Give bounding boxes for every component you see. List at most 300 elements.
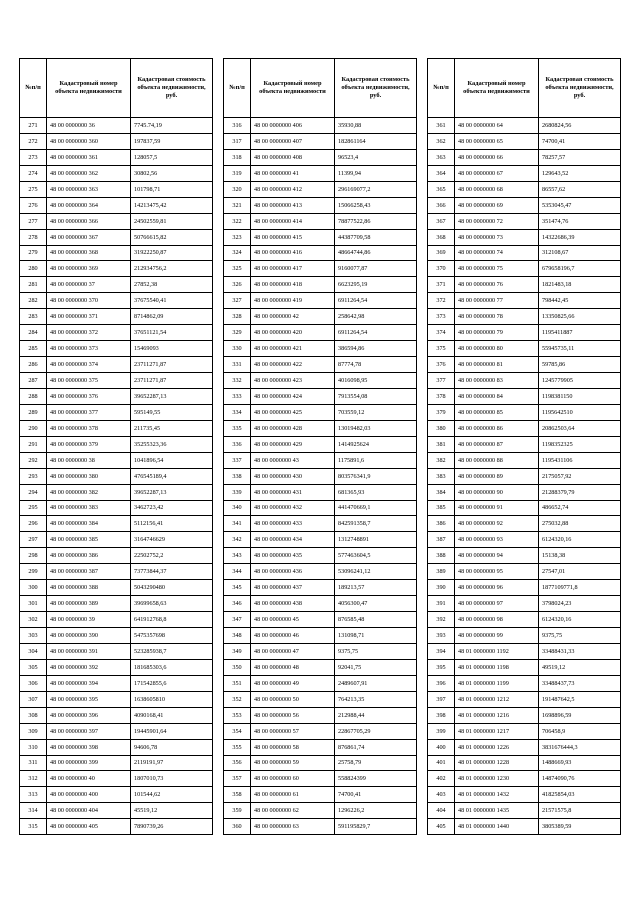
cadastral-value: 641912768,8 bbox=[131, 612, 213, 628]
row-number: 359 bbox=[224, 803, 251, 819]
table-row bbox=[20, 373, 213, 389]
table-row bbox=[20, 548, 213, 564]
cadastral-value: 441470669,1 bbox=[335, 500, 417, 516]
cadastral-number: 48 00 0000000 379 bbox=[47, 436, 131, 452]
header-cadastral-value: Кадастровая стоимость объекта недвижимости, руб. bbox=[539, 59, 621, 118]
row-number: 402 bbox=[428, 771, 455, 787]
row-number: 319 bbox=[224, 165, 251, 181]
table-row bbox=[20, 787, 213, 803]
table-row bbox=[20, 516, 213, 532]
row-number: 286 bbox=[20, 357, 47, 373]
row-number: 322 bbox=[224, 213, 251, 229]
row-number: 330 bbox=[224, 341, 251, 357]
table-row bbox=[224, 819, 417, 835]
cadastral-value: 15469093 bbox=[131, 341, 213, 357]
cadastral-number: 48 00 0000000 416 bbox=[251, 245, 335, 261]
row-number: 354 bbox=[224, 723, 251, 739]
row-number: 279 bbox=[20, 245, 47, 261]
cadastral-number: 48 00 0000000 371 bbox=[47, 309, 131, 325]
row-number: 341 bbox=[224, 516, 251, 532]
cadastral-value: 681365,93 bbox=[335, 484, 417, 500]
cadastral-number: 48 00 0000000 395 bbox=[47, 691, 131, 707]
cadastral-number: 48 00 0000000 417 bbox=[251, 261, 335, 277]
cadastral-number: 48 00 0000000 376 bbox=[47, 388, 131, 404]
cadastral-value: 703559,12 bbox=[335, 404, 417, 420]
table-row bbox=[224, 516, 417, 532]
table-row bbox=[428, 484, 621, 500]
cadastral-value: 3831676444,3 bbox=[539, 739, 621, 755]
row-number: 356 bbox=[224, 755, 251, 771]
cadastral-value: 1198352325 bbox=[539, 436, 621, 452]
table-row bbox=[224, 500, 417, 516]
table-row bbox=[20, 819, 213, 835]
cadastral-value: 6911264,54 bbox=[335, 293, 417, 309]
table-row bbox=[224, 787, 417, 803]
row-number: 317 bbox=[224, 133, 251, 149]
table-row bbox=[428, 181, 621, 197]
cadastral-number: 48 00 0000000 77 bbox=[455, 293, 539, 309]
cadastral-value: 4056300,47 bbox=[335, 596, 417, 612]
table-row bbox=[428, 404, 621, 420]
cadastral-value: 1195642510 bbox=[539, 404, 621, 420]
table-row bbox=[224, 357, 417, 373]
cadastral-number: 48 00 0000000 92 bbox=[455, 516, 539, 532]
cadastral-value: 1698896,59 bbox=[539, 707, 621, 723]
cadastral-number: 48 00 0000000 40 bbox=[47, 771, 131, 787]
cadastral-value: 37675540,41 bbox=[131, 293, 213, 309]
cadastral-number: 48 01 0000000 1199 bbox=[455, 675, 539, 691]
cadastral-number: 48 00 0000000 36 bbox=[47, 118, 131, 134]
table-row bbox=[224, 755, 417, 771]
cadastral-number: 48 00 0000000 429 bbox=[251, 436, 335, 452]
table-row bbox=[428, 659, 621, 675]
row-number: 398 bbox=[428, 707, 455, 723]
cadastral-number: 48 00 0000000 79 bbox=[455, 325, 539, 341]
row-number: 290 bbox=[20, 420, 47, 436]
row-number: 373 bbox=[428, 309, 455, 325]
cadastral-number: 48 00 0000000 83 bbox=[455, 373, 539, 389]
row-number: 308 bbox=[20, 707, 47, 723]
cadastral-number: 48 00 0000000 430 bbox=[251, 468, 335, 484]
table-row bbox=[224, 245, 417, 261]
cadastral-value: 37651121,54 bbox=[131, 325, 213, 341]
cadastral-number: 48 00 0000000 434 bbox=[251, 532, 335, 548]
cadastral-number: 48 00 0000000 88 bbox=[455, 452, 539, 468]
table-row bbox=[428, 787, 621, 803]
cadastral-number: 48 00 0000000 87 bbox=[455, 436, 539, 452]
cadastral-value: 22867705,29 bbox=[335, 723, 417, 739]
table-row bbox=[20, 755, 213, 771]
table-row bbox=[428, 771, 621, 787]
row-number: 304 bbox=[20, 643, 47, 659]
cadastral-number: 48 00 0000000 383 bbox=[47, 500, 131, 516]
row-number: 310 bbox=[20, 739, 47, 755]
cadastral-value: 2175057,92 bbox=[539, 468, 621, 484]
cadastral-value: 25758,79 bbox=[335, 755, 417, 771]
row-number: 297 bbox=[20, 532, 47, 548]
cadastral-value: 31922250,87 bbox=[131, 245, 213, 261]
row-number: 370 bbox=[428, 261, 455, 277]
row-number: 300 bbox=[20, 580, 47, 596]
row-number: 352 bbox=[224, 691, 251, 707]
table-row bbox=[224, 181, 417, 197]
cadastral-number: 48 00 0000000 46 bbox=[251, 628, 335, 644]
cadastral-number: 48 00 0000000 81 bbox=[455, 357, 539, 373]
cadastral-number: 48 00 0000000 419 bbox=[251, 293, 335, 309]
table-row bbox=[224, 436, 417, 452]
cadastral-value: 3164746629 bbox=[131, 532, 213, 548]
cadastral-number: 48 00 0000000 418 bbox=[251, 277, 335, 293]
cadastral-value: 1807010,73 bbox=[131, 771, 213, 787]
cadastral-value: 24502559,81 bbox=[131, 213, 213, 229]
cadastral-value: 1821483,18 bbox=[539, 277, 621, 293]
row-number: 294 bbox=[20, 484, 47, 500]
table-row bbox=[224, 373, 417, 389]
cadastral-value: 211735,45 bbox=[131, 420, 213, 436]
table-row bbox=[428, 468, 621, 484]
cadastral-value: 296169077,2 bbox=[335, 181, 417, 197]
table-row bbox=[20, 723, 213, 739]
cadastral-value: 30802,56 bbox=[131, 165, 213, 181]
cadastral-number: 48 00 0000000 367 bbox=[47, 229, 131, 245]
row-number: 395 bbox=[428, 659, 455, 675]
row-number: 343 bbox=[224, 548, 251, 564]
table-row bbox=[20, 277, 213, 293]
table-row bbox=[224, 739, 417, 755]
row-number: 401 bbox=[428, 755, 455, 771]
cadastral-number: 48 00 0000000 392 bbox=[47, 659, 131, 675]
row-number: 280 bbox=[20, 261, 47, 277]
row-number: 296 bbox=[20, 516, 47, 532]
row-number: 331 bbox=[224, 357, 251, 373]
row-number: 292 bbox=[20, 452, 47, 468]
row-number: 309 bbox=[20, 723, 47, 739]
cadastral-number: 48 00 0000000 60 bbox=[251, 771, 335, 787]
row-number: 323 bbox=[224, 229, 251, 245]
row-number: 397 bbox=[428, 691, 455, 707]
cadastral-value: 21288379,79 bbox=[539, 484, 621, 500]
table-row bbox=[224, 723, 417, 739]
row-number: 299 bbox=[20, 564, 47, 580]
table-row bbox=[224, 404, 417, 420]
table-row bbox=[428, 580, 621, 596]
cadastral-value: 558824399 bbox=[335, 771, 417, 787]
cadastral-number: 48 00 0000000 59 bbox=[251, 755, 335, 771]
cadastral-value: 23711271,87 bbox=[131, 373, 213, 389]
table-row bbox=[20, 245, 213, 261]
cadastral-value: 876861,74 bbox=[335, 739, 417, 755]
row-number: 307 bbox=[20, 691, 47, 707]
cadastral-value: 1488669,93 bbox=[539, 755, 621, 771]
row-number: 384 bbox=[428, 484, 455, 500]
cadastral-value: 181685303,6 bbox=[131, 659, 213, 675]
cadastral-value: 21571575,8 bbox=[539, 803, 621, 819]
cadastral-number: 48 01 0000000 1226 bbox=[455, 739, 539, 755]
table-row bbox=[20, 165, 213, 181]
table-row bbox=[428, 133, 621, 149]
cadastral-number: 48 00 0000000 389 bbox=[47, 596, 131, 612]
row-number: 289 bbox=[20, 404, 47, 420]
cadastral-value: 476545189,4 bbox=[131, 468, 213, 484]
cadastral-value: 679658196,7 bbox=[539, 261, 621, 277]
table-row bbox=[20, 532, 213, 548]
row-number: 374 bbox=[428, 325, 455, 341]
cadastral-value: 39652287,13 bbox=[131, 484, 213, 500]
cadastral-value: 1638605810 bbox=[131, 691, 213, 707]
cadastral-value: 27852,38 bbox=[131, 277, 213, 293]
row-number: 315 bbox=[20, 819, 47, 835]
table-row bbox=[20, 404, 213, 420]
cadastral-number: 48 00 0000000 47 bbox=[251, 643, 335, 659]
cadastral-number: 48 00 0000000 420 bbox=[251, 325, 335, 341]
cadastral-number: 48 00 0000000 405 bbox=[47, 819, 131, 835]
row-number: 291 bbox=[20, 436, 47, 452]
table-row bbox=[428, 388, 621, 404]
table-row bbox=[428, 675, 621, 691]
cadastral-table-2 bbox=[223, 58, 417, 835]
cadastral-number: 48 00 0000000 39 bbox=[47, 612, 131, 628]
cadastral-value: 19445901,64 bbox=[131, 723, 213, 739]
cadastral-number: 48 00 0000000 69 bbox=[455, 197, 539, 213]
cadastral-number: 48 00 0000000 421 bbox=[251, 341, 335, 357]
cadastral-value: 212988,44 bbox=[335, 707, 417, 723]
table-row bbox=[428, 213, 621, 229]
table-row bbox=[20, 452, 213, 468]
table-row bbox=[428, 229, 621, 245]
table-row bbox=[428, 325, 621, 341]
cadastral-value: 182861164 bbox=[335, 133, 417, 149]
table-row bbox=[224, 771, 417, 787]
table-row bbox=[428, 149, 621, 165]
cadastral-value: 49519,12 bbox=[539, 659, 621, 675]
cadastral-value: 73773844,37 bbox=[131, 564, 213, 580]
cadastral-number: 48 01 0000000 1435 bbox=[455, 803, 539, 819]
table-row bbox=[224, 564, 417, 580]
row-number: 314 bbox=[20, 803, 47, 819]
cadastral-value: 764213,35 bbox=[335, 691, 417, 707]
row-number: 311 bbox=[20, 755, 47, 771]
cadastral-number: 48 00 0000000 361 bbox=[47, 149, 131, 165]
row-number: 287 bbox=[20, 373, 47, 389]
row-number: 350 bbox=[224, 659, 251, 675]
row-number: 326 bbox=[224, 277, 251, 293]
row-number: 346 bbox=[224, 596, 251, 612]
cadastral-number: 48 00 0000000 435 bbox=[251, 548, 335, 564]
cadastral-number: 48 00 0000000 385 bbox=[47, 532, 131, 548]
table-row bbox=[224, 691, 417, 707]
row-number: 303 bbox=[20, 628, 47, 644]
row-number: 306 bbox=[20, 675, 47, 691]
table-row bbox=[224, 261, 417, 277]
cadastral-number: 48 00 0000000 93 bbox=[455, 532, 539, 548]
cadastral-number: 48 00 0000000 373 bbox=[47, 341, 131, 357]
row-number: 396 bbox=[428, 675, 455, 691]
table-row bbox=[20, 133, 213, 149]
row-number: 327 bbox=[224, 293, 251, 309]
row-number: 405 bbox=[428, 819, 455, 835]
cadastral-value: 11399,94 bbox=[335, 165, 417, 181]
row-number: 320 bbox=[224, 181, 251, 197]
row-number: 271 bbox=[20, 118, 47, 134]
table-row bbox=[20, 357, 213, 373]
cadastral-number: 48 00 0000000 369 bbox=[47, 261, 131, 277]
header-cadastral-value: Кадастровая стоимость объекта недвижимости, руб. bbox=[335, 59, 417, 118]
table-row bbox=[20, 643, 213, 659]
table-row bbox=[224, 229, 417, 245]
table-row bbox=[224, 118, 417, 134]
row-number: 321 bbox=[224, 197, 251, 213]
cadastral-number: 48 00 0000000 78 bbox=[455, 309, 539, 325]
row-number: 376 bbox=[428, 357, 455, 373]
table-row bbox=[428, 245, 621, 261]
cadastral-value: 2489607,91 bbox=[335, 675, 417, 691]
cadastral-value: 78257,57 bbox=[539, 149, 621, 165]
cadastral-value: 94606,78 bbox=[131, 739, 213, 755]
row-number: 301 bbox=[20, 596, 47, 612]
cadastral-number: 48 00 0000000 58 bbox=[251, 739, 335, 755]
table-header-row bbox=[224, 59, 417, 118]
table-row bbox=[224, 532, 417, 548]
table-row bbox=[224, 388, 417, 404]
cadastral-number: 48 00 0000000 363 bbox=[47, 181, 131, 197]
row-number: 367 bbox=[428, 213, 455, 229]
cadastral-value: 35930,88 bbox=[335, 118, 417, 134]
cadastral-value: 189213,57 bbox=[335, 580, 417, 596]
row-number: 388 bbox=[428, 548, 455, 564]
cadastral-value: 1312748891 bbox=[335, 532, 417, 548]
cadastral-number: 48 00 0000000 372 bbox=[47, 325, 131, 341]
cadastral-number: 48 00 0000000 433 bbox=[251, 516, 335, 532]
table-row bbox=[20, 771, 213, 787]
table-row bbox=[20, 628, 213, 644]
cadastral-value: 5475357698 bbox=[131, 628, 213, 644]
cadastral-value: 44387709,58 bbox=[335, 229, 417, 245]
row-number: 328 bbox=[224, 309, 251, 325]
cadastral-table-3 bbox=[427, 58, 621, 835]
cadastral-number: 48 00 0000000 399 bbox=[47, 755, 131, 771]
table-row bbox=[428, 293, 621, 309]
cadastral-number: 48 00 0000000 50 bbox=[251, 691, 335, 707]
cadastral-number: 48 00 0000000 413 bbox=[251, 197, 335, 213]
table-row bbox=[428, 819, 621, 835]
cadastral-value: 5043290480 bbox=[131, 580, 213, 596]
row-number: 342 bbox=[224, 532, 251, 548]
row-number: 360 bbox=[224, 819, 251, 835]
header-cadastral-number: Кадастровый номер объекта недвижимости bbox=[47, 59, 131, 118]
cadastral-number: 48 00 0000000 374 bbox=[47, 357, 131, 373]
cadastral-number: 48 00 0000000 67 bbox=[455, 165, 539, 181]
row-number: 284 bbox=[20, 325, 47, 341]
row-number: 329 bbox=[224, 325, 251, 341]
table-row bbox=[428, 612, 621, 628]
cadastral-number: 48 00 0000000 64 bbox=[455, 118, 539, 134]
row-number: 387 bbox=[428, 532, 455, 548]
cadastral-value: 128057,5 bbox=[131, 149, 213, 165]
row-number: 399 bbox=[428, 723, 455, 739]
row-number: 386 bbox=[428, 516, 455, 532]
cadastral-value: 33488431,33 bbox=[539, 643, 621, 659]
row-number: 347 bbox=[224, 612, 251, 628]
header-cadastral-number: Кадастровый номер объекта недвижимости bbox=[251, 59, 335, 118]
cadastral-value: 7745.74,19 bbox=[131, 118, 213, 134]
cadastral-number: 48 01 0000000 1440 bbox=[455, 819, 539, 835]
table-row bbox=[428, 277, 621, 293]
row-number: 403 bbox=[428, 787, 455, 803]
table-row bbox=[20, 739, 213, 755]
cadastral-number: 48 00 0000000 37 bbox=[47, 277, 131, 293]
cadastral-value: 6124320,16 bbox=[539, 532, 621, 548]
table-row bbox=[428, 755, 621, 771]
row-number: 336 bbox=[224, 436, 251, 452]
row-number: 293 bbox=[20, 468, 47, 484]
row-number: 275 bbox=[20, 181, 47, 197]
cadastral-value: 591195829,7 bbox=[335, 819, 417, 835]
cadastral-value: 275032,88 bbox=[539, 516, 621, 532]
table-row bbox=[20, 500, 213, 516]
table-row bbox=[428, 564, 621, 580]
table-row bbox=[224, 293, 417, 309]
cadastral-number: 48 00 0000000 404 bbox=[47, 803, 131, 819]
cadastral-value: 171542855,6 bbox=[131, 675, 213, 691]
cadastral-number: 48 00 0000000 38 bbox=[47, 452, 131, 468]
row-number: 340 bbox=[224, 500, 251, 516]
cadastral-value: 9375,75 bbox=[335, 643, 417, 659]
row-number: 380 bbox=[428, 420, 455, 436]
table-row bbox=[224, 484, 417, 500]
row-number: 312 bbox=[20, 771, 47, 787]
table-row bbox=[428, 261, 621, 277]
cadastral-value: 1041896,54 bbox=[131, 452, 213, 468]
table-row bbox=[20, 675, 213, 691]
row-number: 392 bbox=[428, 612, 455, 628]
table-row bbox=[428, 500, 621, 516]
table-row bbox=[20, 118, 213, 134]
cadastral-value: 2680824,56 bbox=[539, 118, 621, 134]
table-row bbox=[20, 707, 213, 723]
table-row bbox=[20, 580, 213, 596]
cadastral-value: 27547,01 bbox=[539, 564, 621, 580]
row-number: 345 bbox=[224, 580, 251, 596]
cadastral-number: 48 00 0000000 80 bbox=[455, 341, 539, 357]
cadastral-number: 48 00 0000000 398 bbox=[47, 739, 131, 755]
cadastral-number: 48 00 0000000 394 bbox=[47, 675, 131, 691]
row-number: 369 bbox=[428, 245, 455, 261]
table-row bbox=[428, 596, 621, 612]
row-number: 305 bbox=[20, 659, 47, 675]
table-row bbox=[224, 452, 417, 468]
cadastral-number: 48 00 0000000 414 bbox=[251, 213, 335, 229]
table-row bbox=[224, 628, 417, 644]
cadastral-number: 48 00 0000000 76 bbox=[455, 277, 539, 293]
table-row bbox=[224, 309, 417, 325]
cadastral-value: 6911264,54 bbox=[335, 325, 417, 341]
cadastral-value: 5353045,47 bbox=[539, 197, 621, 213]
cadastral-value: 197837,59 bbox=[131, 133, 213, 149]
cadastral-number: 48 00 0000000 43 bbox=[251, 452, 335, 468]
cadastral-number: 48 01 0000000 1216 bbox=[455, 707, 539, 723]
cadastral-number: 48 01 0000000 1228 bbox=[455, 755, 539, 771]
cadastral-value: 23711271,87 bbox=[131, 357, 213, 373]
cadastral-value: 15138,38 bbox=[539, 548, 621, 564]
row-number: 302 bbox=[20, 612, 47, 628]
cadastral-number: 48 00 0000000 89 bbox=[455, 468, 539, 484]
table-row bbox=[224, 341, 417, 357]
cadastral-number: 48 00 0000000 84 bbox=[455, 388, 539, 404]
cadastral-value: 258642,98 bbox=[335, 309, 417, 325]
cadastral-number: 48 00 0000000 360 bbox=[47, 133, 131, 149]
cadastral-number: 48 01 0000000 1198 bbox=[455, 659, 539, 675]
cadastral-number: 48 00 0000000 65 bbox=[455, 133, 539, 149]
